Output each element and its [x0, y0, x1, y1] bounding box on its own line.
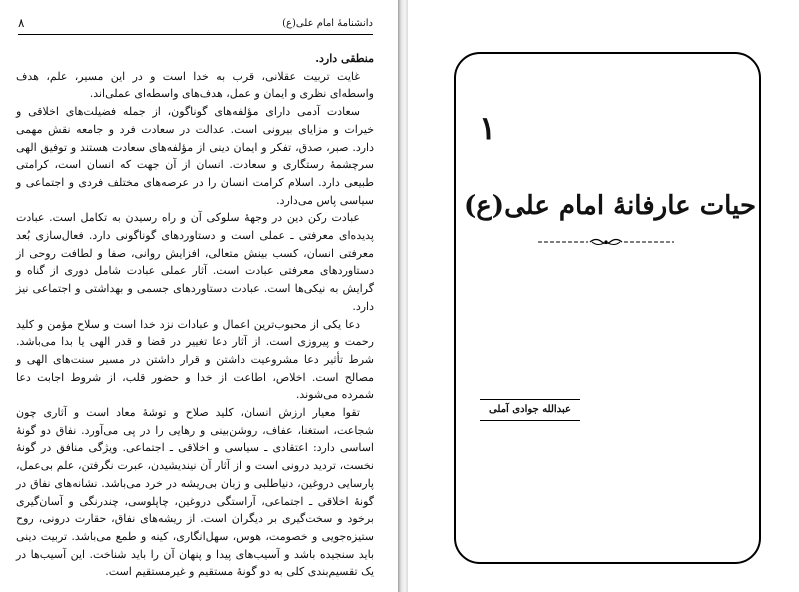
paragraph: تقوا معیار ارزش انسان، کلید صلاح و توشهٔ معاد است و آثاری چون شجاعت، استغنا، عفاف، روشن‌بینی و رهایی را در پی می‌آورد. نفاق دو گونهٔ اساسی دارد: اعتقادی ـ سیاسی و اخلاقی ـ اجتماعی. ویژگی منافق در گونهٔ نخست، تردید درونی است و از آثار آن نیندیشیدن، عبرت نگرفتن، علم بی‌عمل، پارسایی دروغین، دنیاطلبی و زبان بی‌ریشه در خرد می‌باشد. نشانه‌های نفاق در گونهٔ اخلاقی ـ اجتماعی، آراستگی دروغین، چاپلوسی، چندرنگی و آسان‌گیری برخود و سخت‌گیری بر دیگران است. از ریشه‌های نفاق، حقارت درونی، روح ستیزه‌جویی و خصومت، هوس، سهل‌انگاری، کینه و طمع می‌باشد. تربیت دینی باید سنجیده باشد و آسیب‌های پیدا و پنهان آن را باید شناخت. این آسیب‌ها در یک تقسیم‌بندی کلی به دو گونهٔ مستقیم و غیرمستقیم است.	[16, 406, 374, 579]
left-page	[0, 0, 398, 592]
paragraph: منطقی دارد.	[315, 52, 374, 65]
author-name: عبدالله جوادی آملی	[480, 399, 580, 421]
body-text	[16, 50, 374, 581]
ornament-divider-icon	[536, 236, 676, 248]
chapter-number: ١	[479, 109, 497, 147]
page-number: ۸	[18, 16, 25, 30]
paragraph: سعادت آدمی دارای مؤلفه‌های گوناگون، از جمله فضیلت‌های اخلاقی و خیرات و مزایای بیرونی است. عدالت در سعادت فرد و جامعه نقش مهمی دارد. صبر، صدق، تفکر و ایمان دینی از مؤلفه‌های سعادت هستند و توفیق الهی سرچشمهٔ رستگاری و سعادت. انسان از آن جهت که انسان است، کرامتی طبیعی دارد. اسلام کرامت انسان را در عرصه‌های مختلف فردی و اجتماعی و سیاسی پاس می‌دارد.	[16, 105, 374, 207]
paragraph: دعا یکی از محبوب‌ترین اعمال و عبادات نزد خدا است و سلاح مؤمن و کلید رحمت و پیروزی است. از آثار دعا تغییر در قضا و قدر الهی یا بدا می‌باشد. شرط تأثیر دعا مشروعیت داشتن و قرار داشتن در مسیر سنت‌های الهی و مصالح است. اخلاص، اطاعت از خدا و حضور قلب، از شروط اجابت دعا شمرده می‌شوند.	[16, 317, 374, 402]
book-gutter	[398, 0, 408, 592]
chapter-title: حیات عارفانهٔ امام علی(ع)	[463, 191, 757, 221]
chapter-frame	[454, 52, 761, 564]
running-title: دانشنامهٔ امام علی(ع)	[282, 18, 373, 29]
right-page	[408, 0, 799, 592]
paragraph: عبادت رکن دین در وجههٔ سلوکی آن و راه رسیدن به تکامل است. عبادت پدیده‌ای معرفتی ـ عملی است و دستاوردهای گوناگونی دارد. فعال‌سازی بُعد معرفتی انسان، کسب بینش متعالی، افزایش روانی، صفا و لطافت روحی از دستاوردهای معرفتی عبادت است. آثار عملی عبادت شامل دوری از گناه و گرایش به نیکی‌ها است. عبادت دستاوردهای جسمی و بهداشتی و اجتماعی نیز دارد.	[16, 211, 374, 313]
page-header	[18, 16, 373, 35]
paragraph: غایت تربیت عقلانی، قرب به خدا است و در این مسیر، علم، هدف واسطه‌ای نظری و ایمان و عمل، هدف‌های واسطه‌ای عملی‌اند.	[16, 69, 374, 101]
